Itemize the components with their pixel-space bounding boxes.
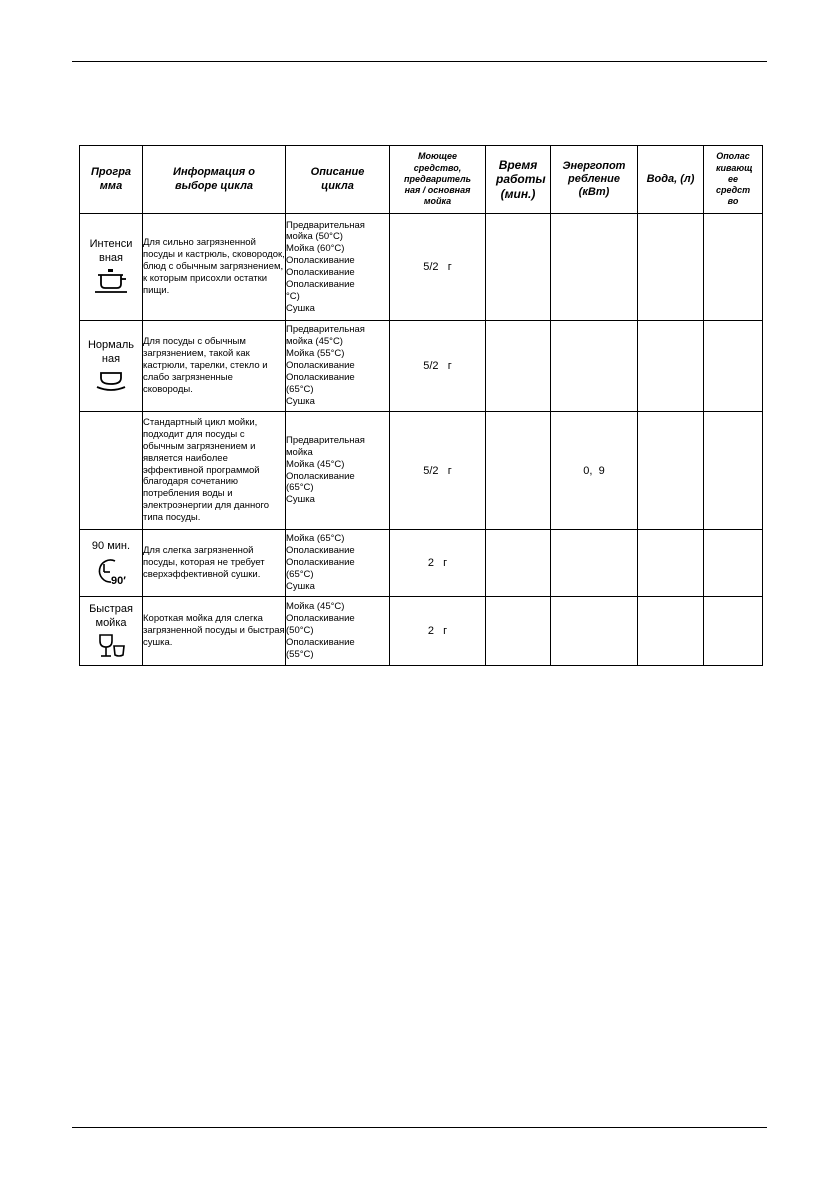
program-cell (80, 214, 143, 321)
time-cell (486, 214, 551, 321)
glass-cup-icon (94, 633, 128, 659)
water-cell (638, 597, 704, 666)
clock-90-label: 90′ (111, 574, 126, 586)
header-info: Информация о выборе цикла (143, 146, 286, 214)
top-rule (72, 61, 767, 62)
time-cell (486, 530, 551, 597)
water-cell (638, 214, 704, 321)
header-program: Програ мма (80, 146, 143, 214)
rinse-cell (704, 530, 763, 597)
info-cell: Для сильно загрязненной посуды и кастрюль, сковородок, блюд с обычным загрязнением, к которым присохли остатки пищи. (143, 214, 286, 321)
header-detergent: Моющее средство, предваритель ная / основная мойка (390, 146, 486, 214)
water-cell (638, 321, 704, 412)
energy-cell (551, 597, 638, 666)
program-name: Нормаль ная (87, 339, 134, 365)
description-cell: Мойка (65°C) Ополаскивание Ополаскивание (65°C) Сушка (286, 530, 390, 597)
program-cell (80, 412, 143, 530)
program-cell (80, 530, 143, 597)
info-cell: Для слегка загрязненной посуды, которая не требует сверхэффективной сушки. (143, 530, 286, 597)
header-description: Описание цикла (286, 146, 390, 214)
program-name: Быстрая мойка (89, 603, 133, 629)
time-cell (486, 412, 551, 530)
water-cell (638, 412, 704, 530)
description-cell: Предварительная мойка Мойка (45°C) Ополаскивание (65°C) Сушка (286, 412, 390, 530)
detergent-cell: 5/2 г (390, 321, 486, 412)
description-cell: Предварительная мойка (45°C) Мойка (55°C) Ополаскивание Ополаскивание (65°C) Сушка (286, 321, 390, 412)
rinse-cell (704, 597, 763, 666)
program-name: 90 мин. (91, 540, 131, 553)
header-water: Вода, (л) (638, 146, 704, 214)
header-rinse: Ополас кивающ ее средст во (704, 146, 763, 214)
header-energy: Энергопот ребление (кВт) (551, 146, 638, 214)
rinse-cell (704, 321, 763, 412)
table-row (80, 412, 763, 530)
rinse-cell (704, 214, 763, 321)
detergent-cell: 5/2 г (390, 412, 486, 530)
clock-90-icon (91, 556, 131, 586)
energy-cell: 0, 9 (551, 412, 638, 530)
table-row (80, 321, 763, 412)
program-cell (80, 321, 143, 412)
detergent-cell: 2 г (390, 597, 486, 666)
detergent-cell: 2 г (390, 530, 486, 597)
energy-cell (551, 321, 638, 412)
program-cell (80, 597, 143, 666)
info-cell: Для посуды с обычным загрязнением, такой как кастрюли, тарелки, стекло и слабо загрязненные сковороды. (143, 321, 286, 412)
energy-cell (551, 530, 638, 597)
energy-cell (551, 214, 638, 321)
table-row (80, 214, 763, 321)
header-row (80, 146, 763, 214)
water-cell (638, 530, 704, 597)
pot-icon (91, 268, 131, 296)
description-cell: Мойка (45°C) Ополаскивание (50°C) Ополаскивание (55°C) (286, 597, 390, 666)
info-cell: Стандартный цикл мойки, подходит для посуды с обычным загрязнением и является наиболее эффективной программой благодаря сочетанию потребления воды и электроэнергии для данного типа посуды. (143, 412, 286, 530)
rinse-cell (704, 412, 763, 530)
bowl-icon (94, 369, 128, 393)
header-time: Время работы (мин.) (486, 146, 551, 214)
detergent-cell: 5/2 г (390, 214, 486, 321)
description-cell: Предварительная мойка (50°C) Мойка (60°C) Ополаскивание Ополаскивание Ополаскивание °C) Сушка (286, 214, 390, 321)
table-row (80, 530, 763, 597)
program-name: Интенси вная (89, 238, 133, 264)
time-cell (486, 597, 551, 666)
table-row (80, 597, 763, 666)
program-table (79, 145, 763, 666)
time-cell (486, 321, 551, 412)
bottom-rule (72, 1127, 767, 1128)
info-cell: Короткая мойка для слегка загрязненной посуды и быстрая сушка. (143, 597, 286, 666)
